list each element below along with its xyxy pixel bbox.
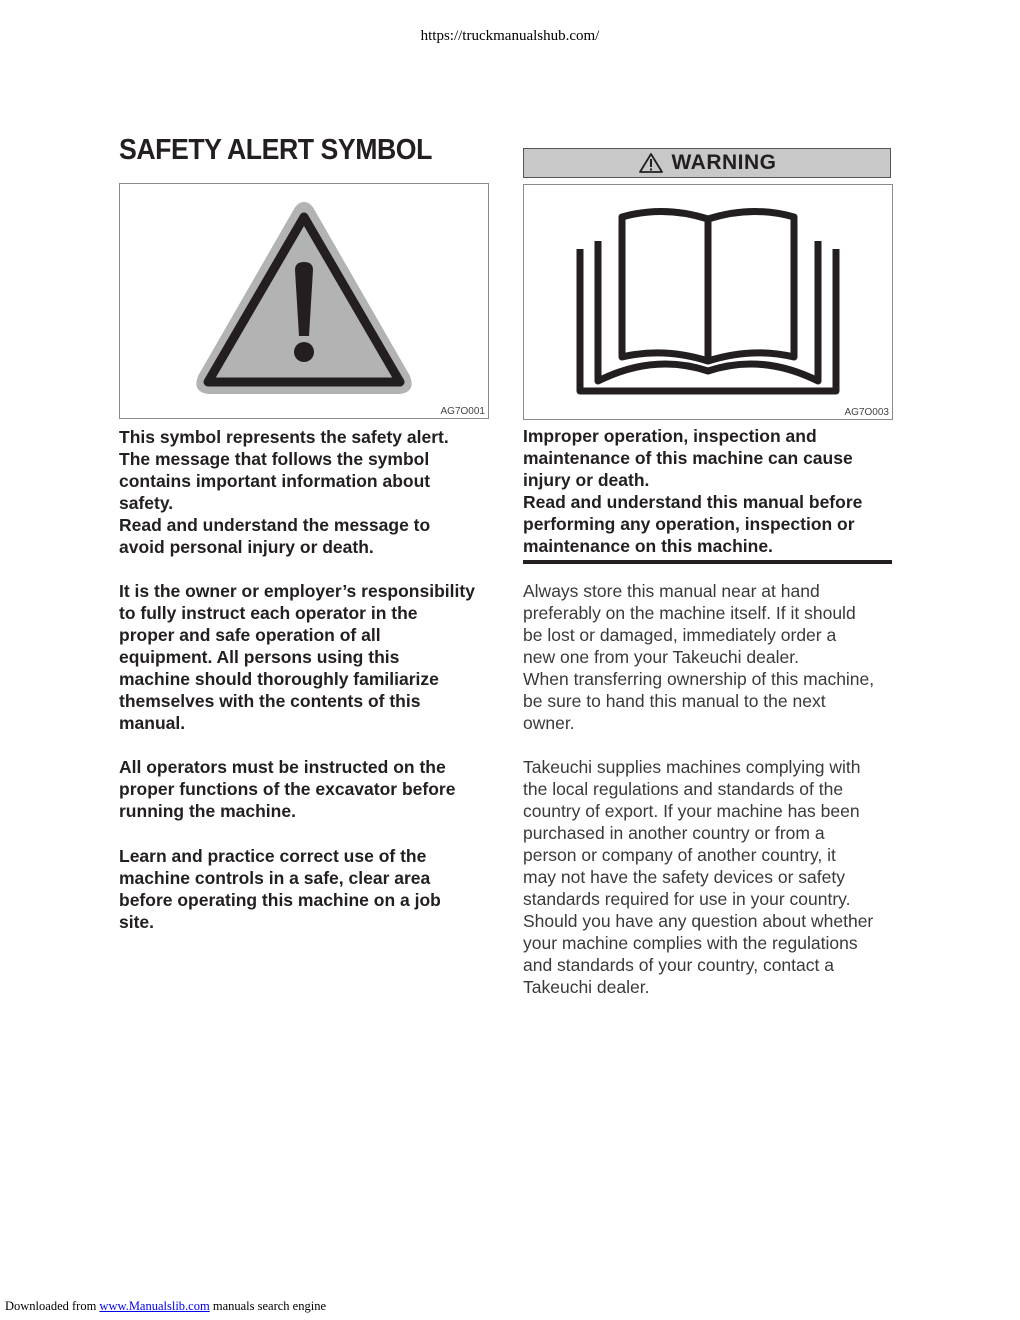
safety-alert-triangle-icon	[120, 184, 488, 418]
manualslib-link[interactable]: www.Manualslib.com	[99, 1299, 210, 1313]
section-title: SAFETY ALERT SYMBOL	[119, 134, 432, 166]
footer-suffix: manuals search engine	[212, 1299, 326, 1313]
open-book-icon	[524, 185, 892, 419]
footer-prefix: Downloaded from	[5, 1299, 97, 1313]
left-paragraph-3: All operators must be instructed on the proper functions of the excavator before running the machine.	[119, 757, 456, 821]
left-paragraph-1: This symbol represents the safety alert. The message that follows the symbol contains important information about safety. Read and understand the message to avoid personal injury or death.	[119, 427, 449, 557]
warning-banner	[523, 148, 891, 178]
right-paragraph-1: Always store this manual near at hand preferably on the machine itself. If it should be lost or damaged, immediately order a new one from your Takeuchi dealer. When transferring ownership of this machine, be sure to hand this manual to the next owner.	[523, 581, 875, 733]
warning-label: WARNING	[671, 151, 777, 174]
read-manual-figure	[523, 184, 893, 420]
left-paragraph-4: Learn and practice correct use of the machine controls in a safe, clear area before operating this machine on a job site.	[119, 846, 441, 932]
safety-alert-figure	[119, 183, 489, 419]
figure-code: AG7O003	[844, 407, 889, 418]
divider-rule	[523, 560, 892, 564]
left-paragraph-2: It is the owner or employer’s responsibility to fully instruct each operator in the proper and safe operation of all equipment. All persons using this machine should thoroughly familiarize themselves with the contents of this manual.	[119, 581, 475, 733]
footer	[5, 1299, 326, 1314]
header-url: https://truckmanualshub.com/	[420, 28, 600, 44]
warning-triangle-icon	[638, 152, 664, 174]
warning-text: Improper operation, inspection and maintenance of this machine can cause injury or death. Read and understand this manual before performing any operation, inspection or maintenance on this machine.	[523, 426, 863, 556]
right-paragraph-2: Takeuchi supplies machines complying with the local regulations and standards of the country of export. If your machine has been purchased in another country or from a person or company of another country, it may not have the safety devices or safety standards required for use in your country. Should you have any question about whether your machine complies with the regulations and standards of your country, contact a Takeuchi dealer.	[523, 757, 874, 997]
figure-code: AG7O001	[440, 406, 485, 417]
